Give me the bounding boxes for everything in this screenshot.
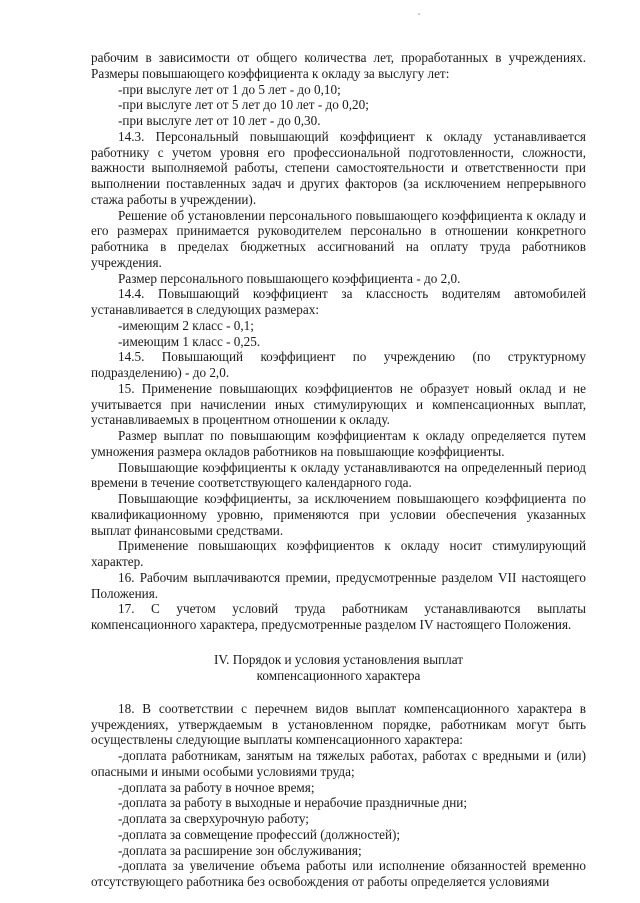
list-item: -доплата за работу в ночное время; [118, 779, 315, 795]
paragraph: 14.5. Повышающий коэффициент по учреждению (по структурному подразделению) - до 2,0. [91, 349, 586, 380]
paragraph: Размер персонального повышающего коэффициента - до 2,0. [118, 270, 461, 286]
paragraph: 15. Применение повышающих коэффициентов не образует новый оклад и не учитывается при начислении иных стимулирующих и компенсационных выплат, устанавливаемых в процентном отношении к окладу. [91, 380, 586, 428]
list-item: -при выслуге лет от 1 до 5 лет - до 0,10; [118, 81, 341, 97]
paragraph: -доплата работникам, занятым на тяжелых работах, работах с вредными и (или) опасными и иными особыми условиями труда; [91, 748, 586, 779]
paragraph: 14.3. Персональный повышающий коэффициент к окладу устанавливается работнику с учетом уровня его профессиональной подготовленности, сложности, важности выполняемой работы, степени самостоятельности и ответственности при выполнении поставленных задач и других факторов (за исключением непрерывного стажа работы в учреждении). [91, 128, 586, 207]
paragraph: Решение об установлении персонального повышающего коэффициента к окладу и его размерах принимается руководителем персонально в отношении конкретного работника в пределах бюджетных ассигнований на оплату труда работников учреждения. [91, 207, 586, 270]
list-item: -доплата за сверхурочную работу; [118, 811, 309, 826]
paragraph: 17. С учетом условий труда работникам устанавливаются выплаты компенсационного характера, предусмотренные разделом IV настоящего Положения. [91, 601, 586, 632]
document-page [91, 50, 586, 890]
list-item: -при выслуге лет от 10 лет - до 0,30. [118, 113, 321, 128]
paragraph: -доплата за увеличение объема работы или исполнение обязанностей временно отсутствующего работника без освобождения от работы определяется условиями [91, 858, 586, 889]
paragraph: Размер выплат по повышающим коэффициентам к окладу определяется путем умножения размера окладов работников на повышающие коэффициенты. [91, 428, 586, 459]
spacer [91, 684, 586, 701]
section-heading [91, 652, 586, 684]
paragraph-continuation: рабочим в зависимости от общего количества лет, проработанных в учреждениях. Размеры повышающего коэффициента к окладу за выслугу лет: [91, 50, 586, 81]
scan-speck [418, 13, 420, 15]
paragraph: Повышающие коэффициенты, за исключением повышающего коэффициента по квалификационному уровню, применяются при условии обеспечения указанных выплат финансовыми средствами. [91, 491, 586, 538]
list-item: -имеющим 1 класс - 0,25. [118, 333, 261, 349]
list-item: -имеющим 2 класс - 0,1; [118, 317, 254, 333]
paragraph: 14.4. Повышающий коэффициент за классность водителям автомобилей устанавливается в следующих размерах: [91, 286, 586, 317]
section-heading-line-2: компенсационного характера [256, 667, 421, 683]
list-item: -при выслуге лет от 5 лет до 10 лет - до 0,20; [118, 97, 369, 113]
paragraph: Повышающие коэффициенты к окладу устанавливаются на определенный период времени в течение соответствующего календарного года. [91, 459, 586, 491]
bottom-text-block [91, 701, 586, 890]
section-heading-line-1: IV. Порядок и условия установления выплат [213, 651, 464, 667]
top-text-block [91, 50, 586, 633]
paragraph: 16. Рабочим выплачиваются премии, предусмотренные разделом VII настоящего Положения. [91, 569, 586, 601]
paragraph: Применение повышающих коэффициентов к окладу носит стимулирующий характер. [91, 538, 586, 569]
list-item: -доплата за совмещение профессий (должностей); [118, 826, 401, 842]
list-item: -доплата за расширение зон обслуживания; [118, 842, 362, 858]
list-item: -доплата за работу в выходные и нерабочие праздничные дни; [118, 795, 468, 811]
paragraph: 18. В соответствии с перечнем видов выплат компенсационного характера в учреждениях, утверждаемым в установленном порядке, работникам могут быть осуществлены следующие выплаты компенсационного характера: [91, 700, 586, 748]
